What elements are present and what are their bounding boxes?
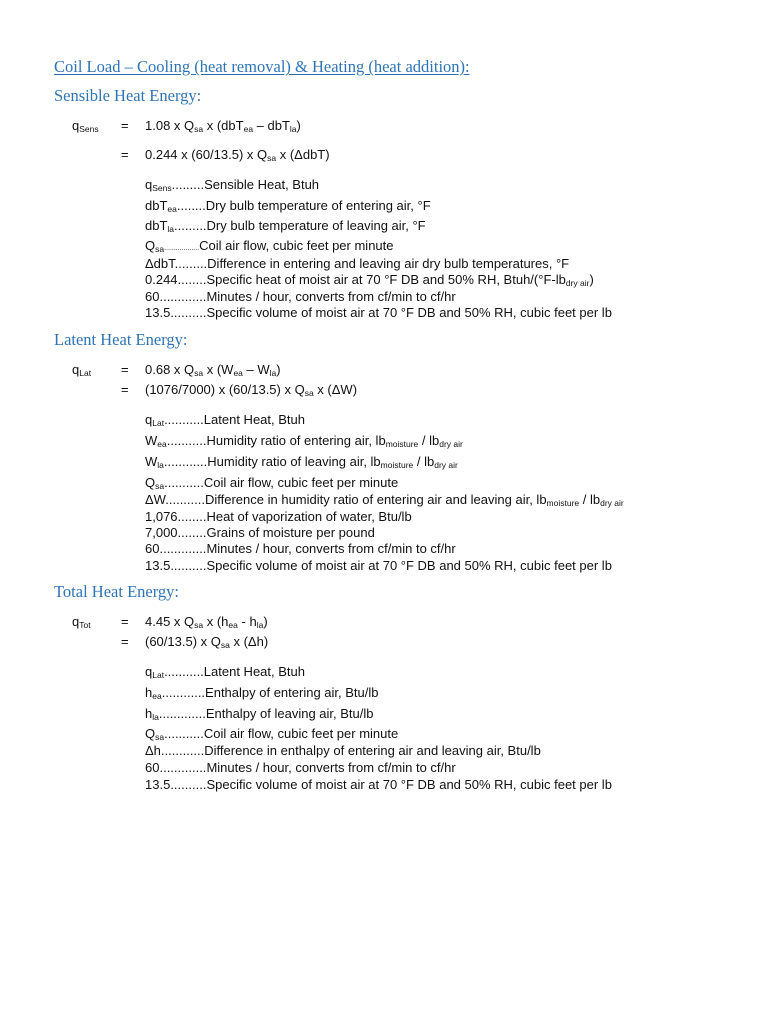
definition-term: $Q_{sa}$ xyxy=(145,726,165,742)
definition-text: Specific volume of moist air at 70 °F DB and 50% RH, cubic feet per lb xyxy=(206,305,612,320)
definition-leader: ............. xyxy=(159,541,207,556)
definition-leader: ............ xyxy=(163,454,208,469)
equation-rhs: (60/13.5) x $Q_{sa}$ x (Δh) xyxy=(145,634,269,650)
definition-leader: ........ xyxy=(177,509,207,524)
definition-leader: ............ xyxy=(161,685,206,700)
definition-term: $h_{la}$ xyxy=(145,706,159,722)
equation-equals: = xyxy=(121,362,129,377)
definition-item xyxy=(145,238,394,257)
definition-term: $W_{la}$ xyxy=(145,454,164,470)
section-heading-latent: Latent Heat Energy: xyxy=(54,330,188,349)
definition-leader: .......... xyxy=(170,777,207,792)
equation-lhs: $q_{Tot}$ xyxy=(72,614,91,630)
definition-term: 1,076 xyxy=(145,509,178,524)
definition-item xyxy=(145,433,463,449)
definition-term: Δh xyxy=(145,743,161,758)
equation-rhs: 0.244 x (60/13.5) x $Q_{sa}$ x (ΔdbT) xyxy=(145,147,330,163)
definition-text: Coil air flow, cubic feet per minute xyxy=(203,475,399,490)
definition-term: 60 xyxy=(145,760,160,775)
definition-term: 13.5 xyxy=(145,558,171,573)
definition-text: Specific volume of moist air at 70 °F DB and 50% RH, cubic feet per lb xyxy=(206,558,612,573)
definition-term: $Q_{sa}$ xyxy=(145,475,165,491)
definition-leader: ........... xyxy=(164,475,204,490)
definition-term: $Q_{sa}$ xyxy=(145,238,165,254)
definition-leader: ............. xyxy=(159,760,207,775)
definition-item xyxy=(145,475,398,491)
definition-term: $q_{Lat}$ xyxy=(145,412,165,428)
definition-leader: .......... xyxy=(170,558,207,573)
definition-term: ΔW xyxy=(145,492,166,507)
definition-item xyxy=(145,454,458,470)
definition-text: Specific volume of moist air at 70 °F DB and 50% RH, cubic feet per lb xyxy=(206,777,612,792)
definition-term: $h_{ea}$ xyxy=(145,685,162,701)
definition-leader: .................. xyxy=(164,245,200,252)
definition-item xyxy=(145,664,305,680)
definition-leader: ........ xyxy=(176,198,206,213)
definition-text: Enthalpy of leaving air, Btu/lb xyxy=(205,706,374,721)
definition-term: 0.244 xyxy=(145,272,178,287)
definition-term: dbT$_{ea}$ xyxy=(145,198,177,214)
definition-item xyxy=(145,412,305,428)
definition-leader: ......... xyxy=(174,256,208,271)
definition-term: $W_{ea}$ xyxy=(145,433,167,449)
definition-text: Latent Heat, Btuh xyxy=(203,412,305,427)
definition-item xyxy=(145,760,456,776)
definition-leader: ........ xyxy=(177,272,207,287)
equation-lhs: $q_{Lat}$ xyxy=(72,362,92,378)
definition-text: Latent Heat, Btuh xyxy=(203,664,305,679)
equation-equals: = xyxy=(121,147,129,162)
definition-item xyxy=(145,256,569,272)
definition-term: 13.5 xyxy=(145,777,171,792)
equation-rhs: (1076/7000) x (60/13.5) x $Q_{sa}$ x (ΔW) xyxy=(145,382,358,398)
definition-text: Dry bulb temperature of leaving air, °F xyxy=(206,218,426,233)
equation-equals: = xyxy=(121,382,129,397)
definition-leader: .......... xyxy=(170,305,207,320)
definition-leader: ........... xyxy=(166,433,207,448)
definition-item xyxy=(145,218,426,234)
definition-term: ΔdbT xyxy=(145,256,175,271)
definition-leader: ............. xyxy=(158,706,206,721)
definition-item xyxy=(145,272,594,288)
definition-leader: ........... xyxy=(165,492,205,507)
definition-text: Humidity ratio of leaving air, $lb_{moisture} / lb_{dry air}$ xyxy=(207,454,458,470)
definition-item xyxy=(145,509,412,525)
definition-item xyxy=(145,685,379,701)
equation-equals: = xyxy=(121,118,129,133)
definition-item xyxy=(145,525,375,541)
definition-text: Difference in enthalpy of entering air and leaving air, Btu/lb xyxy=(204,743,541,758)
equation-rhs: 0.68 x $Q_{sa}$ x $(W_{ea} - W_{la})$ xyxy=(145,362,281,378)
equation-equals: = xyxy=(121,634,129,649)
definition-item xyxy=(145,743,541,759)
page-title: Coil Load – Cooling (heat removal) & Heating (heat addition): xyxy=(54,57,470,76)
definition-term: $q_{Sens}$ xyxy=(145,177,172,193)
definition-term: 60 xyxy=(145,289,160,304)
section-heading-total: Total Heat Energy: xyxy=(54,582,179,601)
definition-leader: ........... xyxy=(164,726,204,741)
definition-item xyxy=(145,289,456,305)
definition-item xyxy=(145,198,431,214)
equation-rhs: 4.45 x $Q_{sa}$ x $(h_{ea} - h_{la})$ xyxy=(145,614,268,630)
definition-text: Minutes / hour, converts from cf/min to cf/hr xyxy=(206,541,456,556)
definition-text: Specific heat of moist air at 70 °F DB and 50% RH, Btuh/$(^\circ F-lb_{dry air})$ xyxy=(206,272,594,288)
definition-item xyxy=(145,541,456,557)
definition-item xyxy=(145,305,612,321)
definition-leader: ......... xyxy=(174,218,207,233)
definition-text: Sensible Heat, Btuh xyxy=(204,177,320,192)
definition-text: Difference in entering and leaving air dry bulb temperatures, °F xyxy=(207,256,570,271)
definition-text: Minutes / hour, converts from cf/min to cf/hr xyxy=(206,760,456,775)
definition-term: $q_{Lat}$ xyxy=(145,664,165,680)
definition-item xyxy=(145,177,319,193)
equation-rhs: 1.08 x $Q_{sa}$ x (dbT$_{ea}$ – dbT$_{la}$) xyxy=(145,118,301,134)
definition-leader: ......... xyxy=(171,177,205,192)
definition-text: Heat of vaporization of water, Btu/lb xyxy=(206,509,412,524)
definition-item xyxy=(145,777,612,793)
definition-text: Minutes / hour, converts from cf/min to cf/hr xyxy=(206,289,456,304)
definition-term: 13.5 xyxy=(145,305,171,320)
definition-text: Enthalpy of entering air, Btu/lb xyxy=(205,685,379,700)
definition-text: Coil air flow, cubic feet per minute xyxy=(199,238,394,253)
definition-leader: ........ xyxy=(177,525,207,540)
definition-leader: ............ xyxy=(160,743,205,758)
definition-text: Difference in humidity ratio of entering air and leaving air, $lb_{moisture} / lb_{dry air}$ xyxy=(204,492,624,508)
equation-lhs: $q_{Sens}$ xyxy=(72,118,99,134)
definition-leader: ........... xyxy=(164,412,204,427)
definition-leader: ........... xyxy=(164,664,204,679)
definition-item xyxy=(145,492,624,508)
definition-text: Grains of moisture per pound xyxy=(206,525,375,540)
definition-leader: ............. xyxy=(159,289,207,304)
equation-equals: = xyxy=(121,614,129,629)
definition-text: Dry bulb temperature of entering air, °F xyxy=(205,198,431,213)
definition-text: Coil air flow, cubic feet per minute xyxy=(203,726,399,741)
definition-term: 60 xyxy=(145,541,160,556)
section-heading-sensible: Sensible Heat Energy: xyxy=(54,86,202,105)
definition-item xyxy=(145,706,374,722)
definition-item xyxy=(145,726,398,742)
definition-term: 7,000 xyxy=(145,525,178,540)
definition-item xyxy=(145,558,612,574)
definition-term: dbT$_{la}$ xyxy=(145,218,175,234)
definition-text: Humidity ratio of entering air, $lb_{moisture} / lb_{dry air}$ xyxy=(206,433,463,449)
